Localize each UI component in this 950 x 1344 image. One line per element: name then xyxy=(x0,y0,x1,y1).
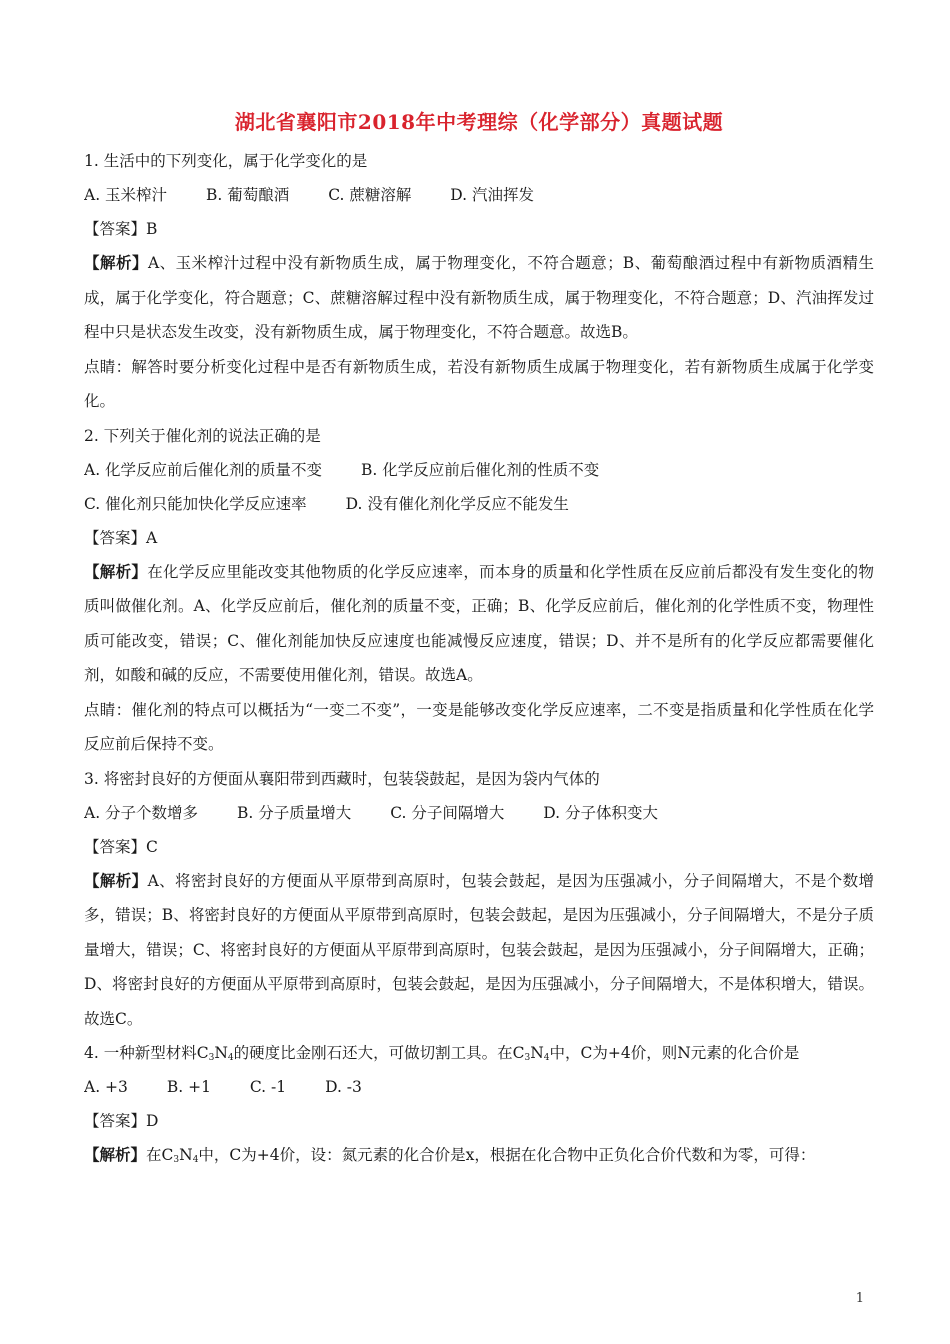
option-b: B. +1 xyxy=(166,1078,211,1096)
analysis-tag: 【解析】 xyxy=(84,870,148,890)
document-title: 湖北省襄阳市2018年中考理综（化学部分）真题试题 xyxy=(234,110,724,134)
question-1-tip: 点睛：解答时要分析变化过程中是否有新物质生成，若没有新物质生成属于物理变化，若有新物质生成属于化学变化。 xyxy=(84,357,874,410)
option-c: C. 蔗糖溶解 xyxy=(328,186,412,204)
analysis-text: A、将密封良好的方便面从平原带到高原时，包装会鼓起，是因为压强减小，分子间隔增大，不是个数增多，错误；B、将密封良好的方便面从平原带到高原时，包装会鼓起，是因为压强减小，分子间隔增大，不是分子质量增大，错误；C、将密封良好的方便面从平原带到高原时，包装会鼓起，是因为压强减小，分子间隔增大，正确；D、将密封良好的方便面从平原带到高原时，包装会鼓起，是因为压强减小，分子间隔增大，不是体积增大，错误。故选C。 xyxy=(84,871,874,1028)
subscript: 4 xyxy=(192,1155,199,1165)
question-3-options xyxy=(84,796,874,830)
question-2-tip: 点睛：催化剂的特点可以概括为“一变二不变”，一变是能够改变化学反应速率，二不变是指质量和化学性质在化学反应前后保持不变。 xyxy=(84,700,874,753)
page-number: 1 xyxy=(855,1291,864,1306)
question-2-options-row2 xyxy=(84,487,874,521)
analysis-text: 中，C为+4价，设：氮元素的化合价是x，根据在化合物中正负化合价代数和为零，可得： xyxy=(198,1146,816,1164)
stem-part: 的硬度比金刚石还大，可做切割工具。在C xyxy=(233,1044,525,1062)
analysis-text: 在C xyxy=(146,1146,174,1164)
analysis-text: N xyxy=(179,1146,193,1164)
stem-part: N xyxy=(530,1044,544,1062)
analysis-text: 在化学反应里能改变其他物质的化学反应速率，而本身的质量和化学性质在反应前后都没有发生变化的物质叫做催化剂。A、化学反应前后，催化剂的质量不变，正确；B、化学反应前后，催化剂的化学性质不变，物理性质可能改变，错误；C、催化剂能加快反应速度也能减慢反应速度，错误；D、并不是所有的化学反应都需要催化剂，如酸和碱的反应，不需要使用催化剂，错误。故选A。 xyxy=(84,562,874,684)
question-2-analysis xyxy=(84,555,874,693)
analysis-tag: 【解析】 xyxy=(84,561,148,581)
subscript: 4 xyxy=(227,1053,234,1063)
option-c: C. 催化剂只能加快化学反应速率 xyxy=(84,494,307,513)
question-4-stem xyxy=(84,1036,874,1070)
question-4-options xyxy=(84,1070,874,1104)
option-a: A. 分子个数增多 xyxy=(84,803,199,822)
analysis-tag: 【解析】 xyxy=(84,1145,147,1164)
stem-part: N xyxy=(214,1044,228,1062)
analysis-text: A、玉米榨汁过程中没有新物质生成，属于物理变化，不符合题意；B、葡萄酿酒过程中有新物质酒精生成，属于化学变化，符合题意；C、蔗糖溶解过程中没有新物质生成，属于物理变化，不符合题意；D、汽油挥发过程中只是状态发生改变，没有新物质生成，属于物理变化，不符合题意。故选B。 xyxy=(84,254,874,341)
question-2-stem: 2. 下列关于催化剂的说法正确的是 xyxy=(84,426,321,445)
subscript: 3 xyxy=(173,1155,180,1165)
question-1-stem: 1. 生活中的下列变化，属于化学变化的是 xyxy=(84,152,368,170)
question-1-analysis xyxy=(84,246,874,350)
stem-part: 4. 一种新型材料C xyxy=(84,1044,209,1062)
option-b: B. 葡萄酿酒 xyxy=(206,186,290,204)
option-a: A. 化学反应前后催化剂的质量不变 xyxy=(84,460,323,479)
option-d: D. -3 xyxy=(325,1078,362,1096)
question-4-answer: 【答案】D xyxy=(84,1112,159,1130)
question-3-stem: 3. 将密封良好的方便面从襄阳带到西藏时，包装袋鼓起，是因为袋内气体的 xyxy=(84,769,600,788)
question-1-options xyxy=(84,178,874,212)
option-d: D. 分子体积变大 xyxy=(543,803,659,822)
subscript: 3 xyxy=(208,1053,215,1063)
option-a: A. +3 xyxy=(84,1078,128,1096)
question-2-options-row1 xyxy=(84,453,874,487)
question-4-analysis xyxy=(84,1138,874,1173)
question-1-answer: 【答案】B xyxy=(84,220,158,238)
document-page xyxy=(84,108,874,1173)
question-3-answer: 【答案】C xyxy=(84,837,158,856)
option-c: C. 分子间隔增大 xyxy=(390,803,505,822)
option-c: C. -1 xyxy=(249,1078,287,1096)
analysis-tag: 【解析】 xyxy=(84,253,148,272)
option-d: D. 没有催化剂化学反应不能发生 xyxy=(345,494,569,513)
option-d: D. 汽油挥发 xyxy=(450,186,535,204)
question-2-answer: 【答案】A xyxy=(84,528,158,547)
question-3-analysis xyxy=(84,864,874,1037)
subscript: 3 xyxy=(524,1053,531,1063)
subscript: 4 xyxy=(543,1053,550,1063)
stem-part: 中，C为+4价，则N元素的化合价是 xyxy=(549,1044,800,1062)
option-b: B. 化学反应前后催化剂的性质不变 xyxy=(361,460,600,479)
option-a: A. 玉米榨汁 xyxy=(84,186,168,204)
option-b: B. 分子质量增大 xyxy=(237,803,352,822)
